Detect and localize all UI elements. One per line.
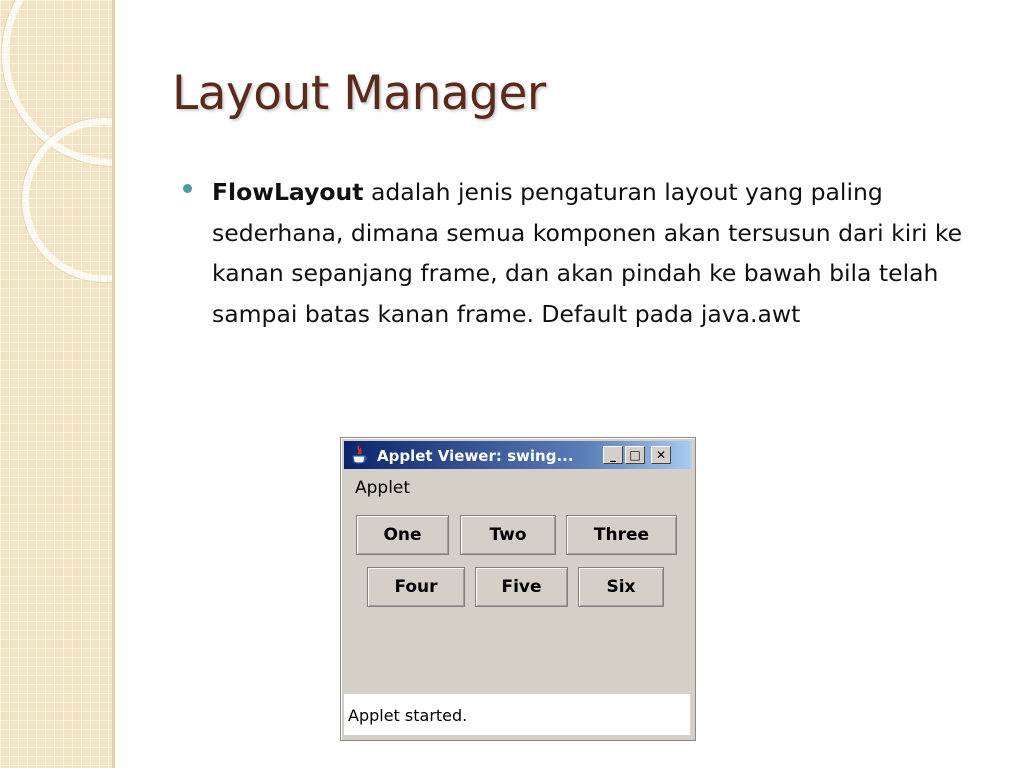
bullet-text [212, 172, 1002, 334]
button-two[interactable]: Two [460, 515, 556, 555]
bullet-term: FlowLayout [212, 178, 364, 206]
applet-window [340, 437, 696, 741]
maximize-button[interactable]: □ [625, 446, 645, 464]
status-text: Applet started. [348, 706, 468, 725]
button-five[interactable]: Five [475, 567, 568, 607]
decorative-side-strip [0, 0, 112, 768]
java-icon [350, 445, 368, 465]
side-strip-edge [112, 0, 115, 768]
menu-applet[interactable]: Applet [355, 478, 411, 498]
status-bar [344, 694, 690, 735]
bullet-description: adalah jenis pengaturan layout yang paling sederhana, dimana semua komponen akan tersusun dari kiri ke kanan sepanjang frame, dan akan pindah ke bawah bila telah sampai batas kanan frame. Default pada java.awt [212, 178, 963, 328]
button-six[interactable]: Six [578, 567, 664, 607]
bullet-icon [183, 184, 192, 193]
button-one[interactable]: One [356, 515, 449, 555]
slide-title: Layout Manager [172, 66, 546, 121]
decorative-ring [22, 118, 112, 282]
close-button[interactable]: ✕ [651, 446, 671, 464]
button-four[interactable]: Four [367, 567, 465, 607]
window-title: Applet Viewer: swing... [377, 447, 574, 465]
window-titlebar[interactable] [344, 441, 691, 469]
button-three[interactable]: Three [566, 515, 677, 555]
minimize-button[interactable]: _ [603, 446, 623, 464]
